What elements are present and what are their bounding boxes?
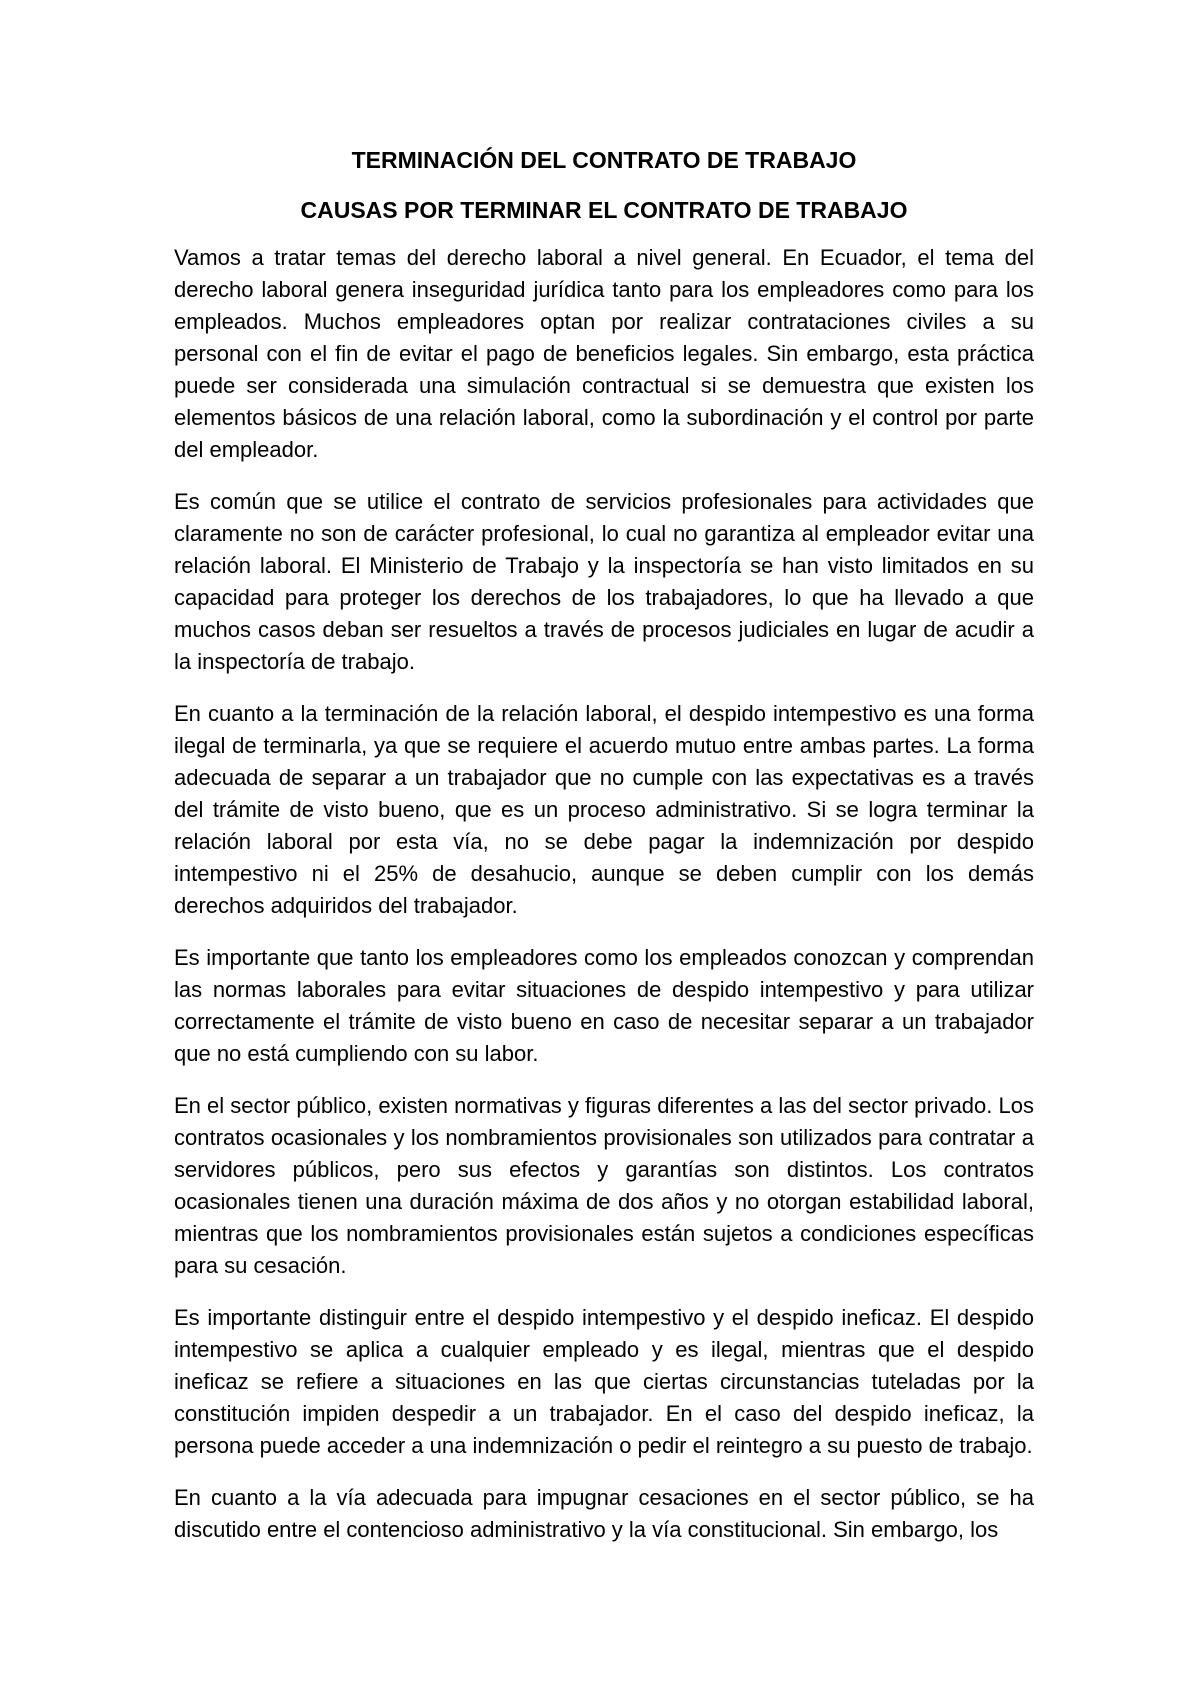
paragraph-4: Es importante que tanto los empleadores como los empleados conozcan y comprendan las normas laborales para evitar situaciones de despido intempestivo y para utilizar correctamente el trámite de visto bueno en caso de necesitar separar a un trabajador que no está cumpliendo con su labor.: [174, 945, 1034, 1066]
document-subtitle: CAUSAS POR TERMINAR EL CONTRATO DE TRABAJO: [300, 197, 908, 223]
paragraph-7: En cuanto a la vía adecuada para impugnar cesaciones en el sector público, se ha discutido entre el contencioso administrativo y la vía constitucional. Sin embargo, los: [174, 1485, 1034, 1542]
document-body: [174, 146, 1034, 1566]
document-title: TERMINACIÓN DEL CONTRATO DE TRABAJO: [351, 147, 857, 173]
paragraph-6: Es importante distinguir entre el despido intempestivo y el despido ineficaz. El despido intempestivo se aplica a cualquier empleado y es ilegal, mientras que el despido ineficaz se refiere a situaciones en las que ciertas circunstancias tuteladas por la constitución impiden despedir a un trabajador. En el caso del despido ineficaz, la persona puede acceder a una indemnización o pedir el reintegro a su puesto de trabajo.: [174, 1305, 1034, 1458]
paragraph-3: En cuanto a la terminación de la relación laboral, el despido intempestivo es una forma ilegal de terminarla, ya que se requiere el acuerdo mutuo entre ambas partes. La forma adecuada de separar a un trabajador que no cumple con las expectativas es a través del trámite de visto bueno, que es un proceso administrativo. Si se logra terminar la relación laboral por esta vía, no se debe pagar la indemnización por despido intempestivo ni el 25% de desahucio, aunque se deben cumplir con los demás derechos adquiridos del trabajador.: [174, 701, 1034, 918]
paragraph-5: En el sector público, existen normativas y figuras diferentes a las del sector privado. Los contratos ocasionales y los nombramientos provisionales son utilizados para contratar a servidores públicos, pero sus efectos y garantías son distintos. Los contratos ocasionales tienen una duración máxima de dos años y no otorgan estabilidad laboral, mientras que los nombramientos provisionales están sujetos a condiciones específicas para su cesación.: [174, 1093, 1034, 1278]
paragraph-2: Es común que se utilice el contrato de servicios profesionales para actividades que claramente no son de carácter profesional, lo cual no garantiza al empleador evitar una relación laboral. El Ministerio de Trabajo y la inspectoría se han visto limitados en su capacidad para proteger los derechos de los trabajadores, lo que ha llevado a que muchos casos deban ser resueltos a través de procesos judiciales en lugar de acudir a la inspectoría de trabajo.: [174, 489, 1034, 674]
paragraph-1: Vamos a tratar temas del derecho laboral a nivel general. En Ecuador, el tema del derecho laboral genera inseguridad jurídica tanto para los empleadores como para los empleados. Muchos empleadores optan por realizar contrataciones civiles a su personal con el fin de evitar el pago de beneficios legales. Sin embargo, esta práctica puede ser considerada una simulación contractual si se demuestra que existen los elementos básicos de una relación laboral, como la subordinación y el control por parte del empleador.: [174, 245, 1034, 462]
